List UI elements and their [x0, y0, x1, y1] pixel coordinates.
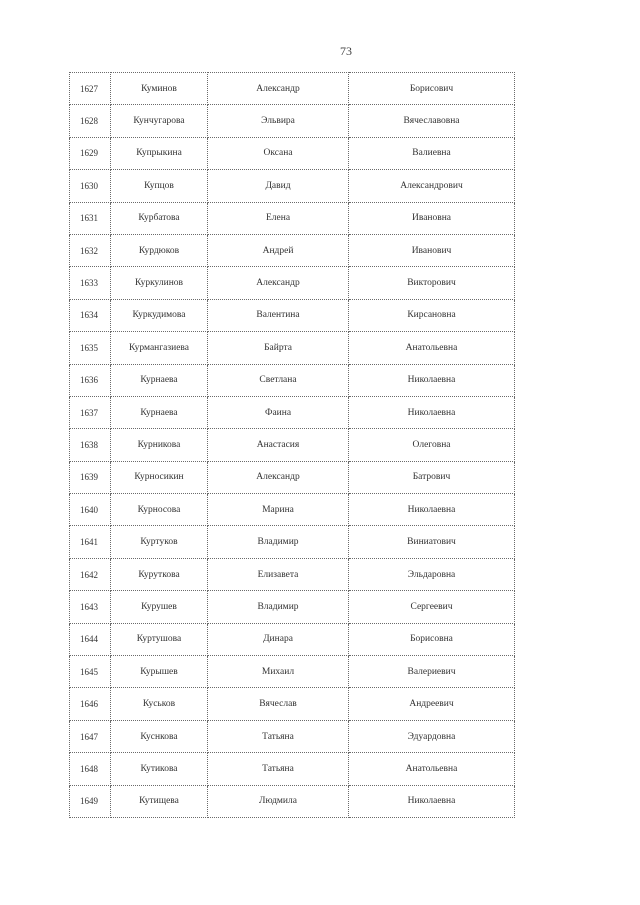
first-name-cell: Елизавета [208, 558, 349, 590]
last-name-cell: Курбатова [111, 202, 208, 234]
patronymic-cell: Валиевна [349, 137, 515, 169]
table-row [70, 73, 515, 105]
patronymic-cell: Батрович [349, 461, 515, 493]
row-number: 1646 [70, 688, 111, 720]
first-name-cell: Динара [208, 623, 349, 655]
patronymic-cell: Николаевна [349, 785, 515, 817]
last-name-cell: Куськов [111, 688, 208, 720]
first-name-cell: Фаина [208, 396, 349, 428]
row-number: 1628 [70, 105, 111, 137]
table-row [70, 526, 515, 558]
first-name-cell: Александр [208, 267, 349, 299]
first-name-cell: Валентина [208, 299, 349, 331]
first-name-cell: Оксана [208, 137, 349, 169]
table-row [70, 591, 515, 623]
first-name-cell: Байрта [208, 332, 349, 364]
row-number: 1632 [70, 234, 111, 266]
patronymic-cell: Анатольевна [349, 332, 515, 364]
table-row [70, 202, 515, 234]
last-name-cell: Куруткова [111, 558, 208, 590]
last-name-cell: Куркудимова [111, 299, 208, 331]
last-name-cell: Кутищева [111, 785, 208, 817]
table-row [70, 720, 515, 752]
last-name-cell: Курушев [111, 591, 208, 623]
patronymic-cell: Иванович [349, 234, 515, 266]
last-name-cell: Курнаева [111, 396, 208, 428]
patronymic-cell: Виниатович [349, 526, 515, 558]
table-row [70, 688, 515, 720]
patronymic-cell: Викторович [349, 267, 515, 299]
first-name-cell: Андрей [208, 234, 349, 266]
table-row [70, 656, 515, 688]
first-name-cell: Людмила [208, 785, 349, 817]
table-row [70, 461, 515, 493]
table-row [70, 234, 515, 266]
patronymic-cell: Вячеславовна [349, 105, 515, 137]
last-name-cell: Куркулинов [111, 267, 208, 299]
row-number: 1648 [70, 753, 111, 785]
table-row [70, 785, 515, 817]
row-number: 1647 [70, 720, 111, 752]
patronymic-cell: Николаевна [349, 364, 515, 396]
first-name-cell: Владимир [208, 591, 349, 623]
first-name-cell: Александр [208, 73, 349, 105]
table-row [70, 396, 515, 428]
first-name-cell: Владимир [208, 526, 349, 558]
first-name-cell: Александр [208, 461, 349, 493]
row-number: 1631 [70, 202, 111, 234]
patronymic-cell: Борисович [349, 73, 515, 105]
table-row [70, 137, 515, 169]
table-row [70, 429, 515, 461]
last-name-cell: Курносова [111, 494, 208, 526]
patronymic-cell: Валериевич [349, 656, 515, 688]
table-row [70, 332, 515, 364]
last-name-cell: Курдюков [111, 234, 208, 266]
table-row [70, 170, 515, 202]
row-number: 1645 [70, 656, 111, 688]
patronymic-cell: Эльдаровна [349, 558, 515, 590]
first-name-cell: Анастасия [208, 429, 349, 461]
last-name-cell: Курнаева [111, 364, 208, 396]
first-name-cell: Михаил [208, 656, 349, 688]
table-row [70, 753, 515, 785]
first-name-cell: Эльвира [208, 105, 349, 137]
row-number: 1637 [70, 396, 111, 428]
row-number: 1627 [70, 73, 111, 105]
patronymic-cell: Кирсановна [349, 299, 515, 331]
roster-body [70, 73, 515, 818]
table-row [70, 494, 515, 526]
patronymic-cell: Андреевич [349, 688, 515, 720]
last-name-cell: Курмангазиева [111, 332, 208, 364]
row-number: 1635 [70, 332, 111, 364]
row-number: 1643 [70, 591, 111, 623]
last-name-cell: Кутикова [111, 753, 208, 785]
patronymic-cell: Борисовна [349, 623, 515, 655]
first-name-cell: Давид [208, 170, 349, 202]
first-name-cell: Татьяна [208, 720, 349, 752]
first-name-cell: Марина [208, 494, 349, 526]
first-name-cell: Светлана [208, 364, 349, 396]
patronymic-cell: Николаевна [349, 396, 515, 428]
first-name-cell: Вячеслав [208, 688, 349, 720]
row-number: 1640 [70, 494, 111, 526]
patronymic-cell: Александрович [349, 170, 515, 202]
last-name-cell: Куртуков [111, 526, 208, 558]
first-name-cell: Елена [208, 202, 349, 234]
roster-table [69, 72, 515, 818]
table-row [70, 105, 515, 137]
row-number: 1629 [70, 137, 111, 169]
last-name-cell: Куминов [111, 73, 208, 105]
patronymic-cell: Сергеевич [349, 591, 515, 623]
row-number: 1638 [70, 429, 111, 461]
row-number: 1630 [70, 170, 111, 202]
last-name-cell: Купрыкина [111, 137, 208, 169]
table-row [70, 267, 515, 299]
first-name-cell: Татьяна [208, 753, 349, 785]
patronymic-cell: Анатольевна [349, 753, 515, 785]
last-name-cell: Купцов [111, 170, 208, 202]
last-name-cell: Куртушова [111, 623, 208, 655]
patronymic-cell: Николаевна [349, 494, 515, 526]
last-name-cell: Куснкова [111, 720, 208, 752]
last-name-cell: Курышев [111, 656, 208, 688]
patronymic-cell: Олеговна [349, 429, 515, 461]
row-number: 1634 [70, 299, 111, 331]
last-name-cell: Кунчугарова [111, 105, 208, 137]
table-row [70, 299, 515, 331]
table-row [70, 558, 515, 590]
last-name-cell: Курникова [111, 429, 208, 461]
row-number: 1633 [70, 267, 111, 299]
row-number: 1649 [70, 785, 111, 817]
last-name-cell: Курносикин [111, 461, 208, 493]
row-number: 1642 [70, 558, 111, 590]
row-number: 1636 [70, 364, 111, 396]
patronymic-cell: Ивановна [349, 202, 515, 234]
row-number: 1639 [70, 461, 111, 493]
patronymic-cell: Эдуардовна [349, 720, 515, 752]
row-number: 1644 [70, 623, 111, 655]
table-row [70, 364, 515, 396]
row-number: 1641 [70, 526, 111, 558]
page-number: 73 [340, 44, 352, 58]
table-row [70, 623, 515, 655]
